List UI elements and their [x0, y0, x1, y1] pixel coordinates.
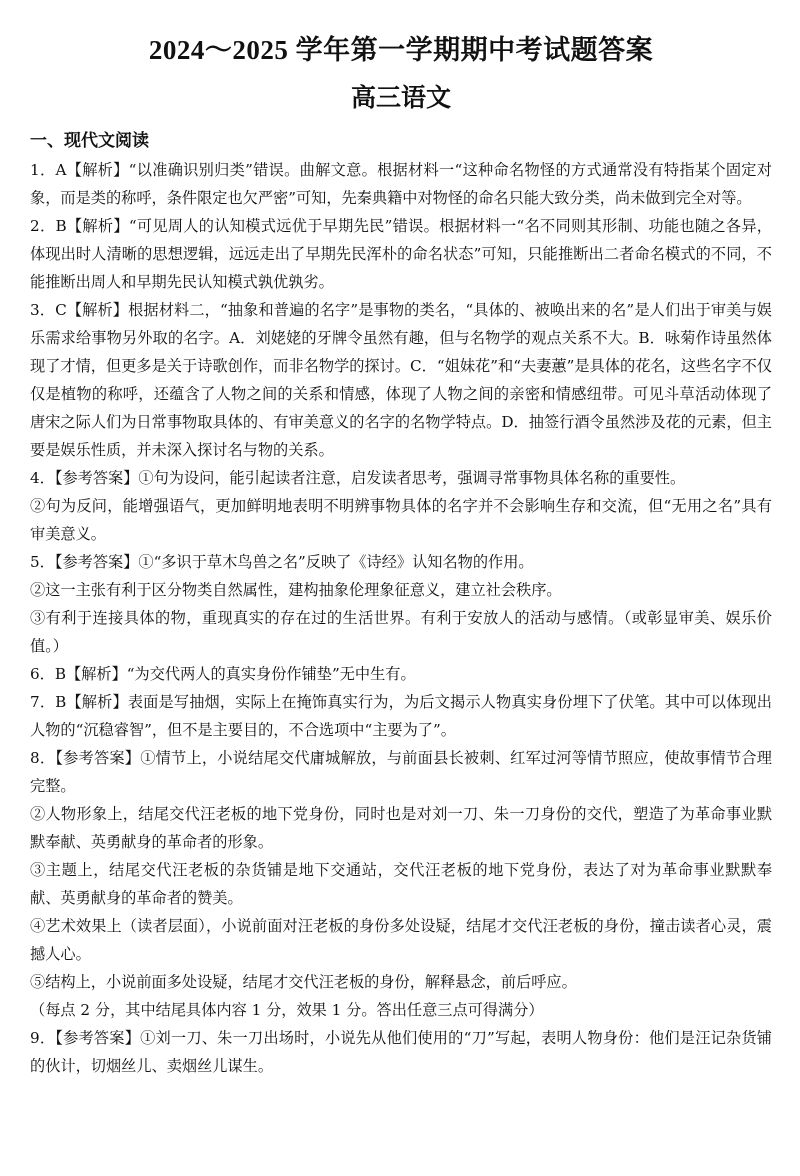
answer-paragraph: 9．【参考答案】①刘一刀、朱一刀出场时，小说先从他们使用的“刀”写起，表明人物身份：他们是汪记杂货铺的伙计，切烟丝儿、卖烟丝儿谋生。: [30, 1029, 772, 1075]
answer-paragraph: ④艺术效果上（读者层面），小说前面对汪老板的身份多处设疑，结尾才交代汪老板的身份，撞击读者心灵，震撼人心。: [30, 917, 772, 963]
answer-paragraph: ②句为反问，能增强语气，更加鲜明地表明不明辨事物具体的名字并不会影响生存和交流，但“无用之名”具有审美意义。: [30, 497, 772, 543]
answer-paragraph: （每点 2 分，其中结尾具体内容 1 分，效果 1 分。答出任意三点可得满分）: [30, 1001, 544, 1019]
answer-paragraph: 7．B【解析】表面是写抽烟，实际上在掩饰真实行为，为后文揭示人物真实身份埋下了伏笔。其中可以体现出人物的“沉稳睿智”，但不是主要目的，不合选项中“主要为了”。: [30, 693, 772, 739]
answer-paragraph: 1．A【解析】“以准确识别归类”错误。曲解文意。根据材料一“这种命名物怪的方式通常没有特指某个固定对象，而是类的称呼，条件限定也欠严密”可知，先秦典籍中对物怪的命名只能大致分类，尚未做到完全对等。: [30, 161, 772, 207]
answer-paragraph: 3．C【解析】根据材料二，“抽象和普遍的名字”是事物的类名，“具体的、被唤出来的名”是人们出于审美与娱乐需求给事物另外取的名字。A．刘姥姥的牙牌令虽然有趣，但与名物学的观点关系不大。B．咏菊作诗虽然体现了才情，但更多是关于诗歌创作，而非名物学的探讨。C．“姐妹花”和“夫妻蕙”是具体的花名，这些名字不仅仅是植物的称呼，还蕴含了人物之间的关系和情感，体现了人物之间的亲密和情感纽带。可见斗草活动体现了唐宋之际人们为日常事物取具体的、有审美意义的名字的名物学特点。D．抽签行酒令虽然涉及花的元素，但主要是娱乐性质，并未深入探讨名与物的关系。: [30, 301, 772, 459]
answer-paragraph: 2．B【解析】“可见周人的认知模式远优于早期先民”错误。根据材料一“名不同则其形制、功能也随之各异，体现出时人清晰的思想逻辑，远远走出了早期先民浑朴的命名状态”可知，只能推断出二者命名模式的不同，不能推断出周人和早期先民认知模式孰优孰劣。: [30, 217, 772, 291]
answer-paragraph: ②这一主张有利于区分物类自然属性，建构抽象伦理象征意义，建立社会秩序。: [30, 581, 562, 599]
answer-paragraph: 5．【参考答案】①“多识于草木鸟兽之名”反映了《诗经》认知名物的作用。: [30, 553, 534, 571]
answer-paragraph: 8．【参考答案】①情节上，小说结尾交代庸城解放，与前面县长被刺、红军过河等情节照应，使故事情节合理完整。: [30, 749, 772, 795]
section-heading: 一、现代文阅读: [30, 131, 149, 151]
answer-paragraph: ③有利于连接具体的物，重现真实的存在过的生活世界。有利于安放人的活动与感情。（或彰显审美、娱乐价值。）: [30, 609, 772, 655]
document-subtitle: 高三语文: [350, 85, 451, 112]
answer-paragraph: 4．【参考答案】①句为设问，能引起读者注意，启发读者思考，强调寻常事物具体名称的重要性。: [30, 469, 686, 487]
answer-paragraph: ③主题上，结尾交代汪老板的杂货铺是地下交通站，交代汪老板的地下党身份，表达了对为革命事业默默奉献、英勇献身的革命者的赞美。: [30, 861, 772, 907]
answer-paragraph: 6．B【解析】“为交代两人的真实身份作铺垫”无中生有。: [30, 665, 416, 683]
answer-paragraph: ②人物形象上，结尾交代汪老板的地下党身份，同时也是对刘一刀、朱一刀身份的交代，塑造了为革命事业默默奉献、英勇献身的革命者的形象。: [30, 805, 772, 851]
answer-paragraph: ⑤结构上，小说前面多处设疑，结尾才交代汪老板的身份，解释悬念，前后呼应。: [30, 973, 577, 991]
document-title: 2024～2025 学年第一学期期中考试题答案: [148, 35, 654, 65]
